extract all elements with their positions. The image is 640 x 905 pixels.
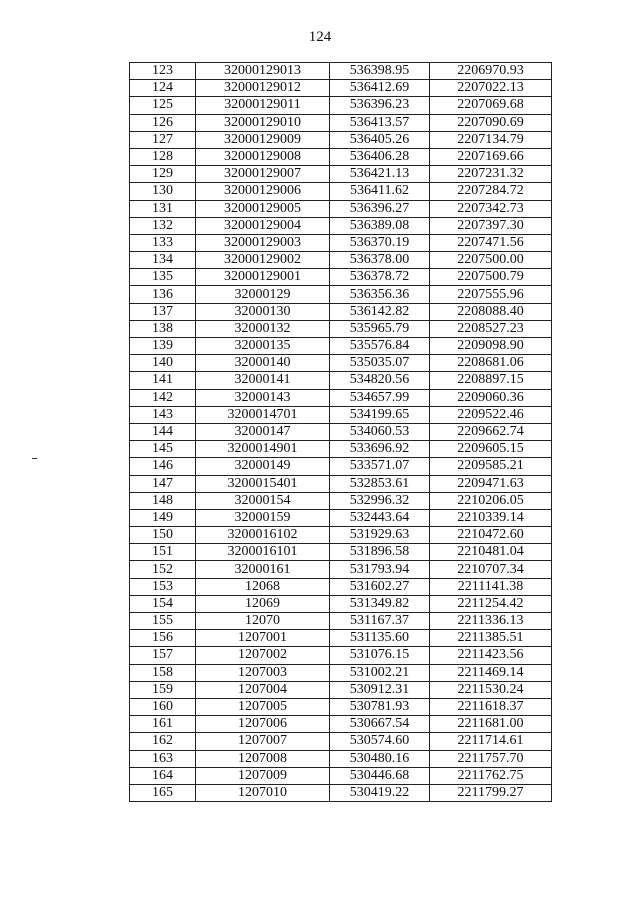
table-row bbox=[130, 166, 552, 183]
point-id-cell: 32000149 bbox=[196, 458, 330, 475]
x-coordinate-cell: 534199.65 bbox=[330, 406, 430, 423]
point-id-cell: 32000129009 bbox=[196, 131, 330, 148]
x-coordinate-cell: 535965.79 bbox=[330, 320, 430, 337]
y-coordinate-cell: 2211336.13 bbox=[430, 613, 552, 630]
row-number-cell: 160 bbox=[130, 698, 196, 715]
point-id-cell: 32000129011 bbox=[196, 97, 330, 114]
table-row bbox=[130, 441, 552, 458]
y-coordinate-cell: 2208681.06 bbox=[430, 355, 552, 372]
x-coordinate-cell: 530912.31 bbox=[330, 681, 430, 698]
table-row bbox=[130, 681, 552, 698]
table-row bbox=[130, 131, 552, 148]
x-coordinate-cell: 531002.21 bbox=[330, 664, 430, 681]
table-row bbox=[130, 630, 552, 647]
y-coordinate-cell: 2207169.66 bbox=[430, 148, 552, 165]
y-coordinate-cell: 2210339.14 bbox=[430, 509, 552, 526]
table-row bbox=[130, 183, 552, 200]
table-row bbox=[130, 750, 552, 767]
row-number-cell: 164 bbox=[130, 767, 196, 784]
row-number-cell: 161 bbox=[130, 716, 196, 733]
x-coordinate-cell: 531929.63 bbox=[330, 527, 430, 544]
row-number-cell: 125 bbox=[130, 97, 196, 114]
x-coordinate-cell: 532996.32 bbox=[330, 492, 430, 509]
row-number-cell: 150 bbox=[130, 527, 196, 544]
row-number-cell: 152 bbox=[130, 561, 196, 578]
y-coordinate-cell: 2210707.34 bbox=[430, 561, 552, 578]
y-coordinate-cell: 2209098.90 bbox=[430, 338, 552, 355]
y-coordinate-cell: 2211714.61 bbox=[430, 733, 552, 750]
point-id-cell: 32000129007 bbox=[196, 166, 330, 183]
page-number: 124 bbox=[308, 29, 332, 45]
y-coordinate-cell: 2209060.36 bbox=[430, 389, 552, 406]
table-row bbox=[130, 372, 552, 389]
y-coordinate-cell: 2206970.93 bbox=[430, 63, 552, 80]
x-coordinate-cell: 530667.54 bbox=[330, 716, 430, 733]
x-coordinate-cell: 534060.53 bbox=[330, 423, 430, 440]
point-id-cell: 32000129012 bbox=[196, 80, 330, 97]
x-coordinate-cell: 530446.68 bbox=[330, 767, 430, 784]
point-id-cell: 32000129002 bbox=[196, 252, 330, 269]
x-coordinate-cell: 531076.15 bbox=[330, 647, 430, 664]
point-id-cell: 32000159 bbox=[196, 509, 330, 526]
table-row bbox=[130, 509, 552, 526]
point-id-cell: 1207001 bbox=[196, 630, 330, 647]
table-row bbox=[130, 217, 552, 234]
row-number-cell: 143 bbox=[130, 406, 196, 423]
row-number-cell: 129 bbox=[130, 166, 196, 183]
y-coordinate-cell: 2211618.37 bbox=[430, 698, 552, 715]
y-coordinate-cell: 2211530.24 bbox=[430, 681, 552, 698]
point-id-cell: 32000129 bbox=[196, 286, 330, 303]
point-id-cell: 32000129001 bbox=[196, 269, 330, 286]
table-row bbox=[130, 200, 552, 217]
point-id-cell: 32000129010 bbox=[196, 114, 330, 131]
x-coordinate-cell: 533696.92 bbox=[330, 441, 430, 458]
y-coordinate-cell: 2207069.68 bbox=[430, 97, 552, 114]
row-number-cell: 133 bbox=[130, 234, 196, 251]
row-number-cell: 131 bbox=[130, 200, 196, 217]
point-id-cell: 12069 bbox=[196, 595, 330, 612]
table-row bbox=[130, 595, 552, 612]
row-number-cell: 124 bbox=[130, 80, 196, 97]
row-number-cell: 135 bbox=[130, 269, 196, 286]
table-row bbox=[130, 389, 552, 406]
point-id-cell: 32000132 bbox=[196, 320, 330, 337]
row-number-cell: 140 bbox=[130, 355, 196, 372]
point-id-cell: 32000141 bbox=[196, 372, 330, 389]
y-coordinate-cell: 2211385.51 bbox=[430, 630, 552, 647]
x-coordinate-cell: 531349.82 bbox=[330, 595, 430, 612]
point-id-cell: 1207007 bbox=[196, 733, 330, 750]
row-number-cell: 157 bbox=[130, 647, 196, 664]
table-row bbox=[130, 338, 552, 355]
table-row bbox=[130, 269, 552, 286]
point-id-cell: 32000129004 bbox=[196, 217, 330, 234]
y-coordinate-cell: 2211757.70 bbox=[430, 750, 552, 767]
x-coordinate-cell: 536142.82 bbox=[330, 303, 430, 320]
y-coordinate-cell: 2207284.72 bbox=[430, 183, 552, 200]
row-number-cell: 155 bbox=[130, 613, 196, 630]
x-coordinate-cell: 531135.60 bbox=[330, 630, 430, 647]
table-row bbox=[130, 561, 552, 578]
margin-mark bbox=[32, 458, 37, 459]
y-coordinate-cell: 2211254.42 bbox=[430, 595, 552, 612]
x-coordinate-cell: 530419.22 bbox=[330, 784, 430, 801]
row-number-cell: 127 bbox=[130, 131, 196, 148]
row-number-cell: 145 bbox=[130, 441, 196, 458]
x-coordinate-cell: 530480.16 bbox=[330, 750, 430, 767]
row-number-cell: 156 bbox=[130, 630, 196, 647]
x-coordinate-cell: 536411.62 bbox=[330, 183, 430, 200]
x-coordinate-cell: 536396.23 bbox=[330, 97, 430, 114]
coordinates-table bbox=[129, 62, 552, 802]
x-coordinate-cell: 536398.95 bbox=[330, 63, 430, 80]
y-coordinate-cell: 2209585.21 bbox=[430, 458, 552, 475]
table-row bbox=[130, 148, 552, 165]
row-number-cell: 123 bbox=[130, 63, 196, 80]
table-row bbox=[130, 475, 552, 492]
point-id-cell: 32000129006 bbox=[196, 183, 330, 200]
table-row bbox=[130, 698, 552, 715]
point-id-cell: 12068 bbox=[196, 578, 330, 595]
point-id-cell: 1207003 bbox=[196, 664, 330, 681]
row-number-cell: 163 bbox=[130, 750, 196, 767]
table-row bbox=[130, 527, 552, 544]
y-coordinate-cell: 2207500.00 bbox=[430, 252, 552, 269]
table-row bbox=[130, 664, 552, 681]
point-id-cell: 32000129013 bbox=[196, 63, 330, 80]
x-coordinate-cell: 534657.99 bbox=[330, 389, 430, 406]
row-number-cell: 142 bbox=[130, 389, 196, 406]
y-coordinate-cell: 2207134.79 bbox=[430, 131, 552, 148]
table-row bbox=[130, 613, 552, 630]
table-row bbox=[130, 578, 552, 595]
row-number-cell: 149 bbox=[130, 509, 196, 526]
row-number-cell: 146 bbox=[130, 458, 196, 475]
table-row bbox=[130, 767, 552, 784]
x-coordinate-cell: 536389.08 bbox=[330, 217, 430, 234]
table-row bbox=[130, 784, 552, 801]
point-id-cell: 32000161 bbox=[196, 561, 330, 578]
point-id-cell: 12070 bbox=[196, 613, 330, 630]
point-id-cell: 3200016101 bbox=[196, 544, 330, 561]
point-id-cell: 32000129008 bbox=[196, 148, 330, 165]
table-row bbox=[130, 320, 552, 337]
point-id-cell: 1207004 bbox=[196, 681, 330, 698]
row-number-cell: 132 bbox=[130, 217, 196, 234]
x-coordinate-cell: 536405.26 bbox=[330, 131, 430, 148]
y-coordinate-cell: 2207500.79 bbox=[430, 269, 552, 286]
x-coordinate-cell: 536356.36 bbox=[330, 286, 430, 303]
x-coordinate-cell: 536406.28 bbox=[330, 148, 430, 165]
x-coordinate-cell: 536378.72 bbox=[330, 269, 430, 286]
coordinates-table-body bbox=[130, 63, 552, 802]
row-number-cell: 165 bbox=[130, 784, 196, 801]
y-coordinate-cell: 2207090.69 bbox=[430, 114, 552, 131]
row-number-cell: 126 bbox=[130, 114, 196, 131]
x-coordinate-cell: 534820.56 bbox=[330, 372, 430, 389]
point-id-cell: 1207010 bbox=[196, 784, 330, 801]
table-row bbox=[130, 716, 552, 733]
y-coordinate-cell: 2211141.38 bbox=[430, 578, 552, 595]
table-row bbox=[130, 406, 552, 423]
x-coordinate-cell: 536413.57 bbox=[330, 114, 430, 131]
x-coordinate-cell: 536412.69 bbox=[330, 80, 430, 97]
y-coordinate-cell: 2207397.30 bbox=[430, 217, 552, 234]
x-coordinate-cell: 536396.27 bbox=[330, 200, 430, 217]
row-number-cell: 147 bbox=[130, 475, 196, 492]
y-coordinate-cell: 2208088.40 bbox=[430, 303, 552, 320]
x-coordinate-cell: 536378.00 bbox=[330, 252, 430, 269]
point-id-cell: 3200016102 bbox=[196, 527, 330, 544]
point-id-cell: 32000143 bbox=[196, 389, 330, 406]
x-coordinate-cell: 531896.58 bbox=[330, 544, 430, 561]
x-coordinate-cell: 530781.93 bbox=[330, 698, 430, 715]
x-coordinate-cell: 531793.94 bbox=[330, 561, 430, 578]
y-coordinate-cell: 2207342.73 bbox=[430, 200, 552, 217]
row-number-cell: 141 bbox=[130, 372, 196, 389]
y-coordinate-cell: 2211423.56 bbox=[430, 647, 552, 664]
table-row bbox=[130, 286, 552, 303]
y-coordinate-cell: 2211681.00 bbox=[430, 716, 552, 733]
y-coordinate-cell: 2208527.23 bbox=[430, 320, 552, 337]
row-number-cell: 153 bbox=[130, 578, 196, 595]
x-coordinate-cell: 535035.07 bbox=[330, 355, 430, 372]
row-number-cell: 139 bbox=[130, 338, 196, 355]
row-number-cell: 148 bbox=[130, 492, 196, 509]
point-id-cell: 3200014901 bbox=[196, 441, 330, 458]
row-number-cell: 162 bbox=[130, 733, 196, 750]
point-id-cell: 1207006 bbox=[196, 716, 330, 733]
point-id-cell: 32000140 bbox=[196, 355, 330, 372]
table-row bbox=[130, 733, 552, 750]
y-coordinate-cell: 2211469.14 bbox=[430, 664, 552, 681]
row-number-cell: 136 bbox=[130, 286, 196, 303]
y-coordinate-cell: 2207471.56 bbox=[430, 234, 552, 251]
point-id-cell: 32000130 bbox=[196, 303, 330, 320]
x-coordinate-cell: 532443.64 bbox=[330, 509, 430, 526]
y-coordinate-cell: 2207022.13 bbox=[430, 80, 552, 97]
y-coordinate-cell: 2207231.32 bbox=[430, 166, 552, 183]
table-row bbox=[130, 80, 552, 97]
y-coordinate-cell: 2210206.05 bbox=[430, 492, 552, 509]
y-coordinate-cell: 2209522.46 bbox=[430, 406, 552, 423]
row-number-cell: 158 bbox=[130, 664, 196, 681]
row-number-cell: 154 bbox=[130, 595, 196, 612]
x-coordinate-cell: 530574.60 bbox=[330, 733, 430, 750]
table-row bbox=[130, 97, 552, 114]
point-id-cell: 32000129003 bbox=[196, 234, 330, 251]
x-coordinate-cell: 536421.13 bbox=[330, 166, 430, 183]
point-id-cell: 32000154 bbox=[196, 492, 330, 509]
point-id-cell: 32000147 bbox=[196, 423, 330, 440]
table-row bbox=[130, 647, 552, 664]
table-row bbox=[130, 114, 552, 131]
point-id-cell: 1207002 bbox=[196, 647, 330, 664]
row-number-cell: 159 bbox=[130, 681, 196, 698]
x-coordinate-cell: 535576.84 bbox=[330, 338, 430, 355]
y-coordinate-cell: 2210481.04 bbox=[430, 544, 552, 561]
y-coordinate-cell: 2209471.63 bbox=[430, 475, 552, 492]
point-id-cell: 32000129005 bbox=[196, 200, 330, 217]
x-coordinate-cell: 531602.27 bbox=[330, 578, 430, 595]
row-number-cell: 134 bbox=[130, 252, 196, 269]
point-id-cell: 1207008 bbox=[196, 750, 330, 767]
table-row bbox=[130, 355, 552, 372]
table-row bbox=[130, 234, 552, 251]
y-coordinate-cell: 2209662.74 bbox=[430, 423, 552, 440]
table-row bbox=[130, 492, 552, 509]
row-number-cell: 144 bbox=[130, 423, 196, 440]
table-row bbox=[130, 544, 552, 561]
point-id-cell: 3200014701 bbox=[196, 406, 330, 423]
row-number-cell: 128 bbox=[130, 148, 196, 165]
table-row bbox=[130, 303, 552, 320]
table-row bbox=[130, 63, 552, 80]
x-coordinate-cell: 531167.37 bbox=[330, 613, 430, 630]
x-coordinate-cell: 536370.19 bbox=[330, 234, 430, 251]
y-coordinate-cell: 2211799.27 bbox=[430, 784, 552, 801]
x-coordinate-cell: 532853.61 bbox=[330, 475, 430, 492]
point-id-cell: 1207005 bbox=[196, 698, 330, 715]
table-row bbox=[130, 252, 552, 269]
y-coordinate-cell: 2210472.60 bbox=[430, 527, 552, 544]
y-coordinate-cell: 2207555.96 bbox=[430, 286, 552, 303]
point-id-cell: 32000135 bbox=[196, 338, 330, 355]
row-number-cell: 137 bbox=[130, 303, 196, 320]
y-coordinate-cell: 2209605.15 bbox=[430, 441, 552, 458]
row-number-cell: 130 bbox=[130, 183, 196, 200]
y-coordinate-cell: 2208897.15 bbox=[430, 372, 552, 389]
table-row bbox=[130, 423, 552, 440]
point-id-cell: 3200015401 bbox=[196, 475, 330, 492]
x-coordinate-cell: 533571.07 bbox=[330, 458, 430, 475]
y-coordinate-cell: 2211762.75 bbox=[430, 767, 552, 784]
table-row bbox=[130, 458, 552, 475]
row-number-cell: 138 bbox=[130, 320, 196, 337]
point-id-cell: 1207009 bbox=[196, 767, 330, 784]
row-number-cell: 151 bbox=[130, 544, 196, 561]
